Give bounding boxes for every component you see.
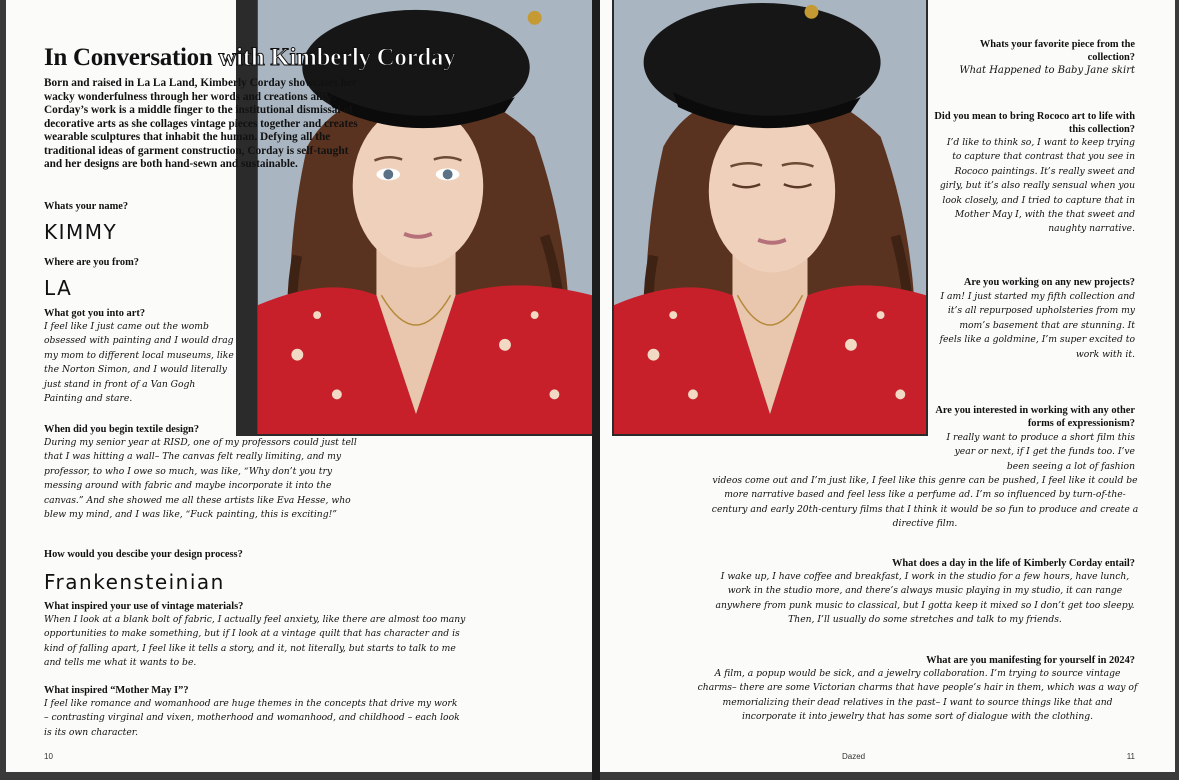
question-vintage: What inspired your use of vintage materials? xyxy=(44,601,244,612)
question-name: Whats your name? xyxy=(44,201,129,212)
question-day-in-life: What does a day in the life of Kimberly Corday entail? xyxy=(891,558,1135,569)
question-new-projects: Are you working on any new projects? xyxy=(963,277,1135,288)
question-textile: When did you begin textile design? xyxy=(44,424,200,435)
question-art: What got you into art? xyxy=(44,308,146,319)
answer-mother-may-i: I feel like romance and womanhood are huge themes in the concepts that drive my work – contrasting virginal and vixen, motherhood and womanhood, and childhood – each look is its own character. xyxy=(44,698,460,738)
question-expressionism: Are you interested in working with any other forms of expressionism? xyxy=(935,405,1135,429)
answer-manifesting: A film, a popup would be sick, and a jewelry collaboration. I’m trying to source vintage charms– there are some Victorian charms that have people’s hair in them, which was a way of memorializing their dead relatives in the past– I want to source things like that and incorporate it into jewelry that has some sort of dialogue with the clothing. xyxy=(697,668,1138,723)
answer-expressionism-part-2: videos come out and I’m just like, I feel like this genre can be pushed, I feel like it could be more narrative based and feel less like a perfume ad. I’m so influenced by turn-of-the-century and early 20th-century films that I think it would be so fun to produce and create a directive film. xyxy=(711,475,1139,530)
answer-vintage: When I look at a blank bolt of fabric, I actually feel anxiety, like there are almost too many opportunities to make something, but if I look at a vintage quilt that has character and is kind of falling apart, I feel like it tells a story, and it, not literally, but starts to talk to me and tells me what it wants to be. xyxy=(44,614,466,669)
magazine-name: Dazed xyxy=(842,752,866,761)
article-headline xyxy=(44,44,455,72)
spread-gutter xyxy=(592,0,600,780)
answer-new-projects: I am! I just started my fifth collection and it’s all repurposed upholsteries from my mom’s basement that are stunning. It feels like a goldmine, I’m super excited to work with it. xyxy=(939,291,1135,360)
question-process: How would you descibe your design process? xyxy=(44,549,243,560)
left-page xyxy=(6,0,592,772)
page-number-left: 10 xyxy=(44,752,53,761)
question-favorite-piece: Whats your favorite piece from the collection? xyxy=(979,39,1135,63)
question-mother-may-i: What inspired “Mother May I”? xyxy=(44,685,189,696)
headline-part-2: with Kimberly Corday xyxy=(218,44,456,71)
answer-rococo: I’d like to think so, I want to keep trying to capture that contrast that you see in Rococo paintings. It’s really sweet and girly, but it’s also really sensual when you look closely, and I tried to capture that in Mother May I, with the that sweet and naughty narrative. xyxy=(939,137,1135,235)
portrait-illustration xyxy=(614,0,926,434)
right-page xyxy=(600,0,1175,772)
answer-expressionism-part-1: I really want to produce a short film this year or next, if I get the funds too. I’ve been seeing a lot of fashion xyxy=(946,432,1135,472)
answer-textile: During my senior year at RISD, one of my professors could just tell that I was hitting a wall– The canvas felt really limiting, and my professor, to who I owe so much, was like, “Why don’t you try messing around with fabric and maybe incorporate it into the canvas.” And she showed me all these artists like Eva Hesse, who blew my mind, and I was like, “Fuck painting, this is exciting!” xyxy=(44,437,357,521)
question-manifesting: What are you manifesting for yourself in 2024? xyxy=(926,655,1135,666)
answer-name: KIMMY xyxy=(44,220,118,244)
answer-from: LA xyxy=(44,276,73,300)
question-rococo: Did you mean to bring Rococo art to life with this collection? xyxy=(934,111,1135,135)
answer-favorite-piece: What Happened to Baby Jane skirt xyxy=(959,65,1135,76)
intro-paragraph: Born and raised in La La Land, Kimberly Corday showcases her wacky wonderfulness through her words and creations alike. Corday’s work is a middle finger to the institutional dismissal of decorative arts as she collages vintage pieces together and creates wearable sculptures that inhabit the human. Defying all the traditional ideas of garment construction, Corday is self-taught and her designs are both hand-sewn and sustainable. xyxy=(44,77,358,170)
page-number-right: 11 xyxy=(1126,752,1135,761)
answer-process: Frankensteinian xyxy=(44,570,225,594)
question-from: Where are you from? xyxy=(44,257,139,268)
answer-art: I feel like I just came out the womb obsessed with painting and I would drag my mom to different local museums, like the Norton Simon, and I would literally just stand in front of a Van Gogh Painting and stare. xyxy=(44,321,234,405)
portrait-photo-right xyxy=(612,0,928,436)
answer-day-in-life: I wake up, I have coffee and breakfast, I work in the studio for a few hours, have lunch, work in the studio more, and there’s always music playing in my studio, it can range anywhere from punk music to classical, but I gotta keep it mixed so I don’t get too sleepy. Then, I’ll usually do some stretches and talk to my friends. xyxy=(715,571,1135,626)
headline-part-1: In Conversation xyxy=(44,44,219,71)
